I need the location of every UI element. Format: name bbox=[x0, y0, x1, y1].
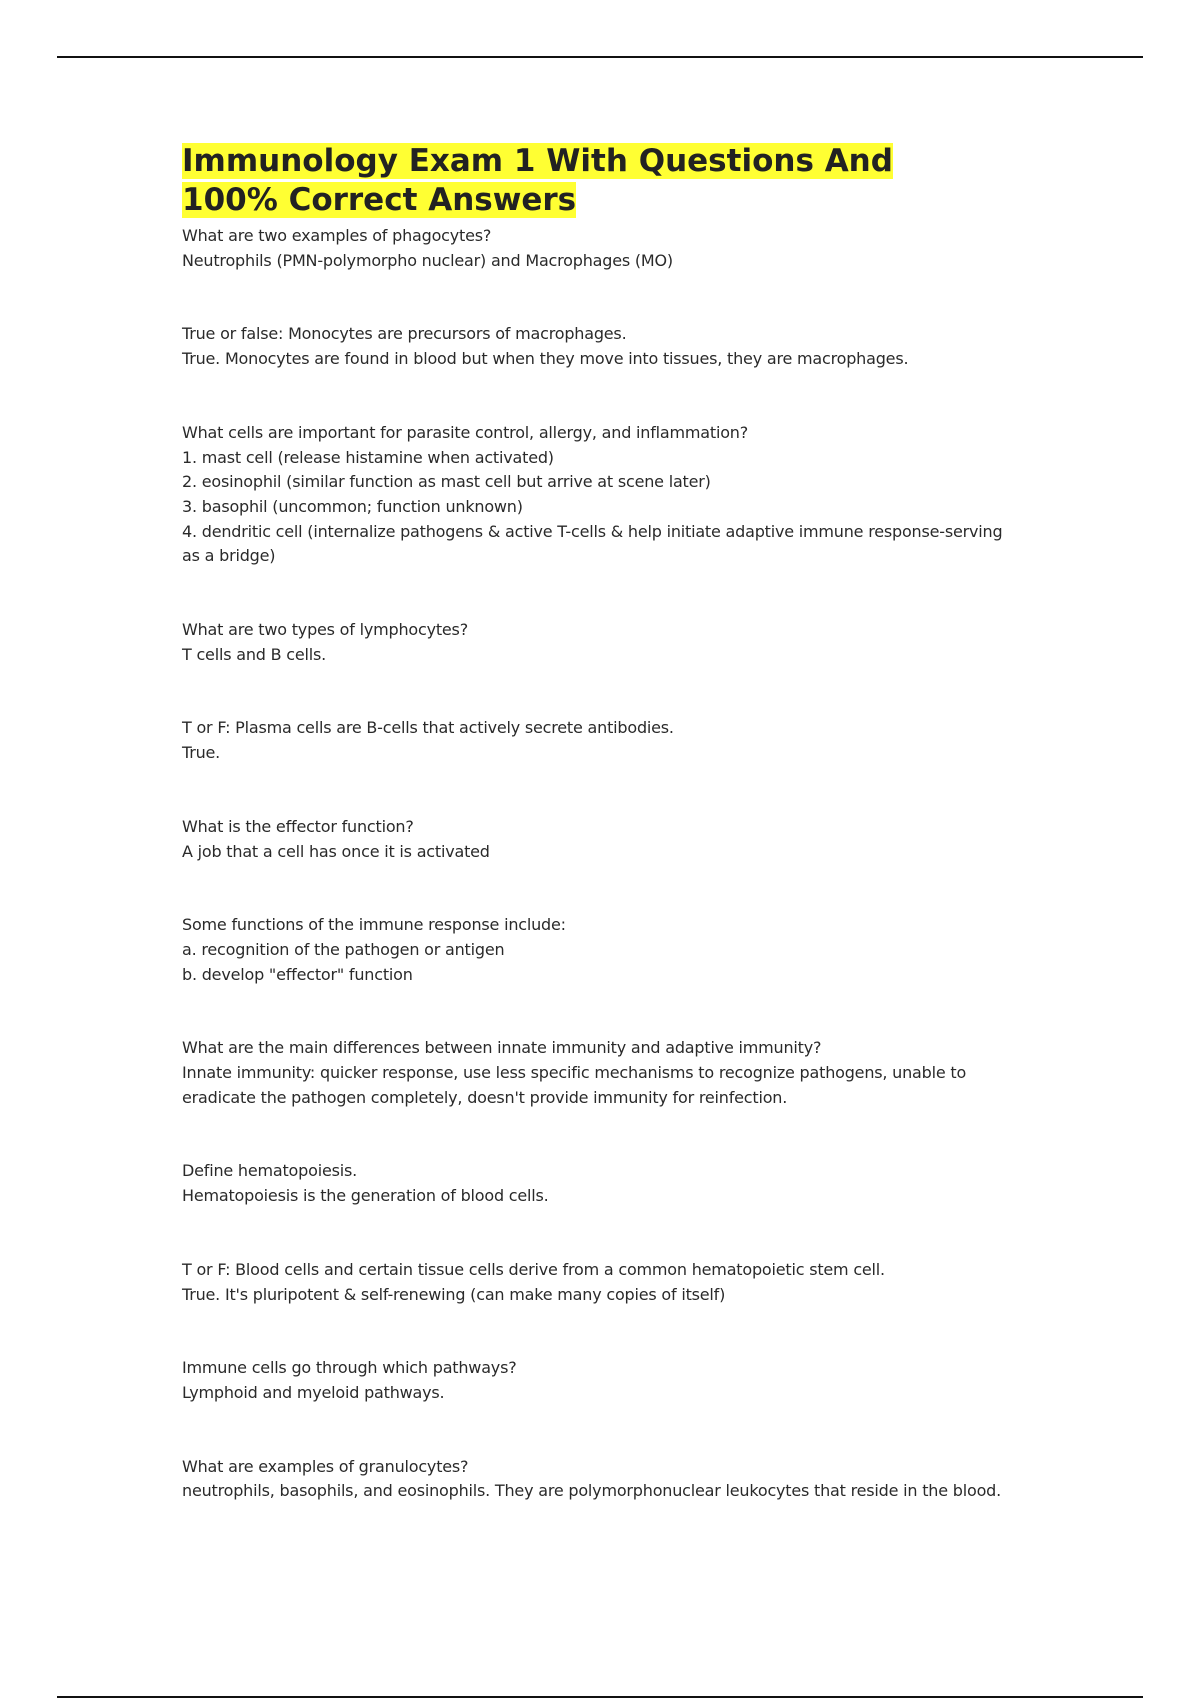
qa-item bbox=[182, 322, 1022, 371]
answer-text: Innate immunity: quicker response, use less specific mechanisms to recognize pathogens, unable to eradicate the pathogen completely, doesn't provide immunity for reinfection. bbox=[182, 1063, 967, 1107]
qa-item bbox=[182, 224, 1022, 273]
title-highlight: Immunology Exam 1 With Questions And 100% Correct Answers bbox=[182, 143, 893, 218]
answer-text: T cells and B cells. bbox=[182, 644, 327, 664]
answer-text: True. It's pluripotent & self-renewing (can make many copies of itself) bbox=[182, 1284, 726, 1304]
qa-item bbox=[182, 1455, 1022, 1504]
qa-item bbox=[182, 1356, 1022, 1405]
question-text: What cells are important for parasite control, allergy, and inflammation? bbox=[182, 422, 749, 442]
document-body bbox=[182, 142, 1022, 1553]
answer-text: A job that a cell has once it is activated bbox=[182, 841, 490, 861]
question-text: T or F: Blood cells and certain tissue cells derive from a common hematopoietic stem cell. bbox=[182, 1259, 885, 1279]
question-text: Immune cells go through which pathways? bbox=[182, 1358, 517, 1378]
question-text: True or false: Monocytes are precursors of macrophages. bbox=[182, 324, 627, 344]
answer-text: a. recognition of the pathogen or antigen bbox=[182, 939, 505, 959]
question-text: Define hematopoiesis. bbox=[182, 1161, 357, 1181]
answer-text: b. develop "effector" function bbox=[182, 964, 413, 984]
footer-rule bbox=[57, 1696, 1143, 1698]
answer-text: 2. eosinophil (similar function as mast cell but arrive at scene later) bbox=[182, 472, 711, 492]
question-text: What are examples of granulocytes? bbox=[182, 1456, 469, 1476]
answer-text: 4. dendritic cell (internalize pathogens & active T-cells & help initiate adaptive immune response-serving as a bridge) bbox=[182, 521, 1003, 566]
question-text: What are two examples of phagocytes? bbox=[182, 226, 492, 245]
qa-item bbox=[182, 1036, 1022, 1110]
qa-item bbox=[182, 421, 1022, 569]
answer-text: Lymphoid and myeloid pathways. bbox=[182, 1382, 445, 1402]
question-text: Some functions of the immune response include: bbox=[182, 915, 566, 935]
question-text: What is the effector function? bbox=[182, 816, 414, 836]
document-title bbox=[182, 142, 942, 220]
question-text: What are the main differences between innate immunity and adaptive immunity? bbox=[182, 1038, 822, 1058]
answer-text: True. bbox=[182, 743, 221, 763]
qa-item bbox=[182, 913, 1022, 987]
answer-text: True. Monocytes are found in blood but when they move into tissues, they are macrophages. bbox=[182, 349, 909, 369]
question-text: What are two types of lymphocytes? bbox=[182, 620, 468, 640]
header-rule bbox=[57, 56, 1143, 58]
qa-item bbox=[182, 618, 1022, 667]
qa-item bbox=[182, 1159, 1022, 1208]
answer-text: Hematopoiesis is the generation of blood cells. bbox=[182, 1186, 549, 1206]
answer-text: Neutrophils (PMN-polymorpho nuclear) and Macrophages (MO) bbox=[182, 250, 673, 270]
qa-item bbox=[182, 815, 1022, 864]
question-text: T or F: Plasma cells are B-cells that actively secrete antibodies. bbox=[182, 718, 674, 738]
qa-item bbox=[182, 1258, 1022, 1307]
answer-text: 1. mast cell (release histamine when activated) bbox=[182, 447, 554, 467]
qa-item bbox=[182, 716, 1022, 765]
answer-text: 3. basophil (uncommon; function unknown) bbox=[182, 496, 523, 516]
answer-text: neutrophils, basophils, and eosinophils. They are polymorphonuclear leukocytes that reside in the blood. bbox=[182, 1481, 1001, 1501]
